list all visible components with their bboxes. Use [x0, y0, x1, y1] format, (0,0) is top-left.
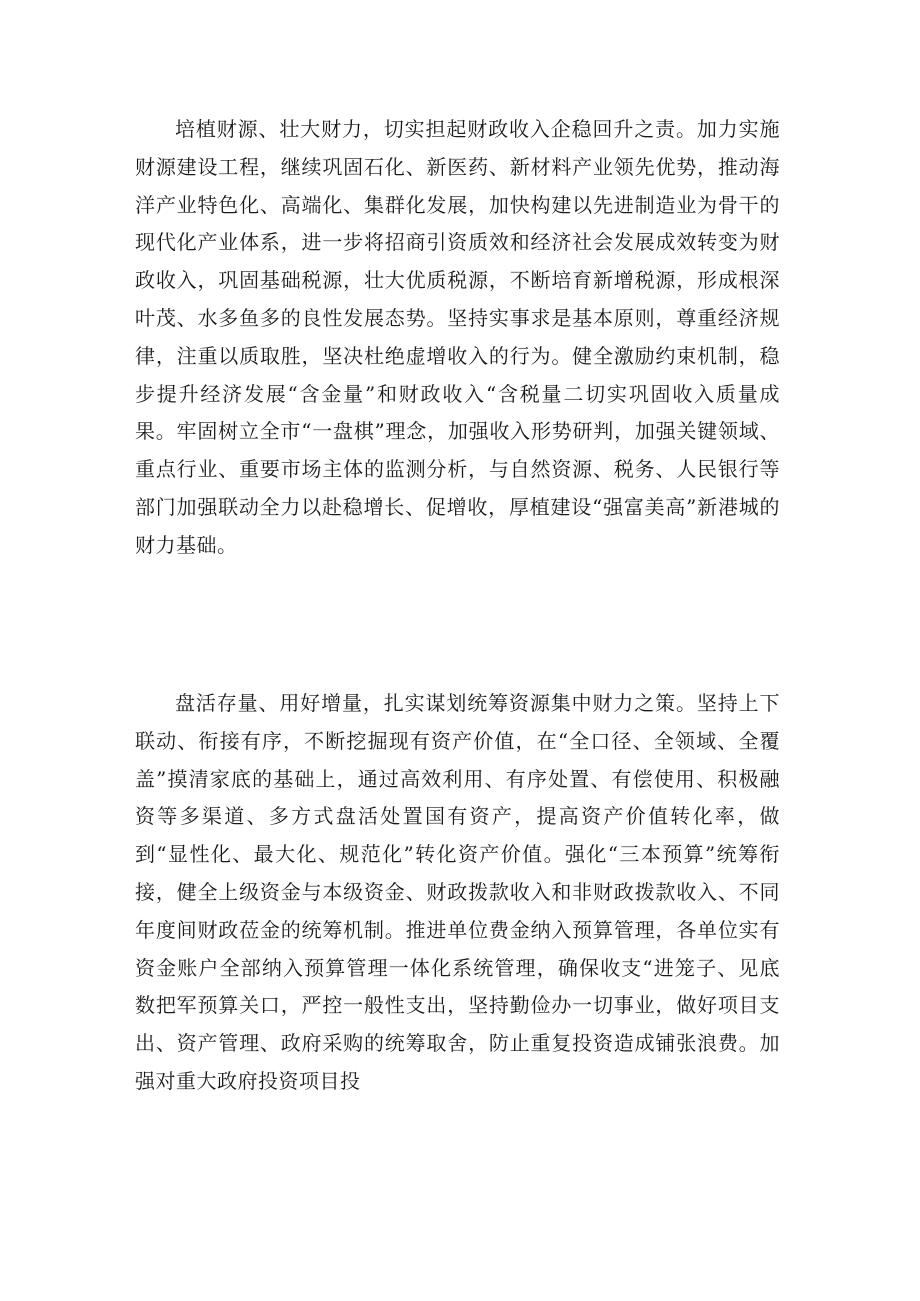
paragraph-revenue-sources: 培植财源、壮大财力，切实担起财政收入企稳回升之责。加力实施财源建设工程，继续巩固石化、新医药、新材料产业领先优势，推动海洋产业特色化、高端化、集群化发展，加快构建以先进制造业为骨干的现代化产业体系，进一步将招商引资质效和经济社会发展成效转变为财政收入，巩固基础税源，壮大优质税源，不断培育新增税源，形成根深叶茂、水多鱼多的良性发展态势。坚持实事求是基本原则，尊重经济规律，注重以质取胜，坚决杜绝虚增收入的行为。健全激励约束机制，稳步提升经济发展“含金量”和财政收入“含税量二切实巩固收入质量成果。牢固树立全市“一盘棋”理念，加强收入形势研判，加强关键领域、重点行业、重要市场主体的监测分析，与自然资源、税务、人民银行等部门加强联动全力以赴稳增长、促增收，厚植建设“强富美高”新港城的财力基础。 [135, 117, 780, 557]
paragraph-asset-revitalization: 盘活存量、用好增量，扎实谋划统筹资源集中财力之策。坚持上下联动、衔接有序，不断挖掘现有资产价值，在“全口径、全领域、全覆盖”摸清家底的基础上，通过高效利用、有序处置、有偿使用、积极融资等多渠道、多方式盘活处置国有资产，提高资产价值转化率，做到“显性化、最大化、规范化”转化资产价值。强化“三本预算”统筹衔接，健全上级资金与本级资金、财政拨款收入和非财政拨款收入、不同年度间财政莅金的统筹机制。推进单位费金纳入预算管理，各单位实有资金账户全部纳入预算管理一体化系统管理，确保收支“进笼子、见底数把军预算关口，严控一般性支出，坚持勤俭办一切事业，做好项目支出、资产管理、政府采购的统筹取舍，防止重复投资造成铺张浪费。加强对重大政府投资项目投 [135, 691, 780, 1093]
